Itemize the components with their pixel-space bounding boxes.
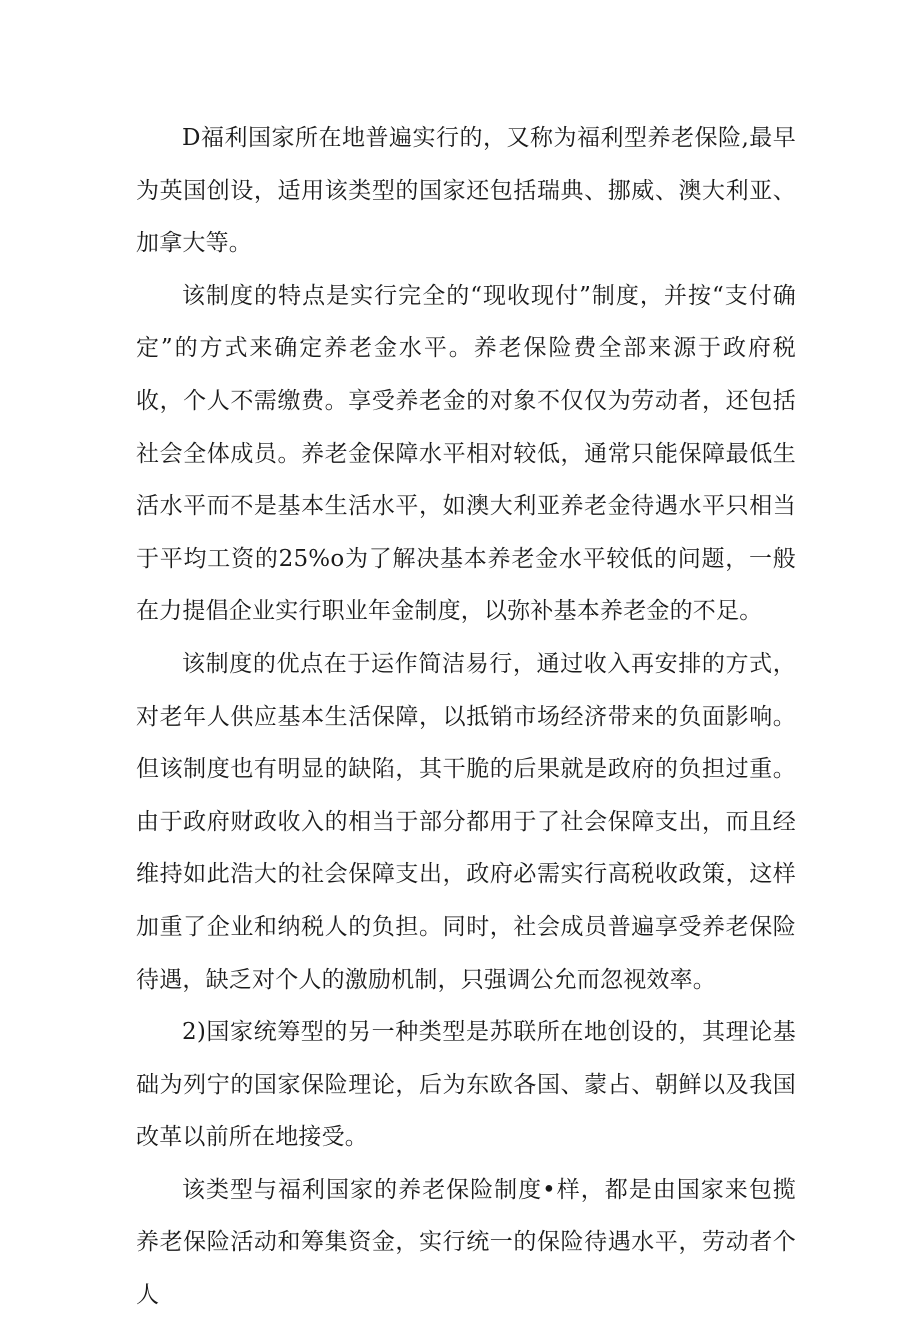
paragraph-text: 该类型与福利国家的养老保险制度•样，都是由国家来包揽养老保险活动和筹集资金，实行统一的保险待遇水平，劳动者个人 bbox=[136, 1176, 796, 1309]
paragraph-text: 该制度的优点在于运作简洁易行，通过收入再安排的方式，对老年人供应基本生活保障，以抵销市场经济带来的负面影响。但该制度也有明显的缺陷，其干脆的后果就是政府的负担过重。由于政府财政收入的相当于部分都用于了社会保障支出，而且经维持如此浩大的社会保障支出，政府必需实行高税收政策，这样加重了企业和纳税人的负担。同时，社会成员普遍享受养老保险待遇，缺乏对个人的激励机制，只强调公允而忽视效率。 bbox=[136, 650, 796, 993]
paragraph-soviet-type bbox=[136, 1006, 796, 1164]
paragraph-text: 该制度的特点是实行完全的“现收现付”制度，并按“支付确定”的方式来确定养老金水平。养老保险费全部来源于政府税收，个人不需缴费。享受养老金的对象不仅仅为劳动者，还包括社会全体成员。养老金保障水平相对较低，通常只能保障最低生活水平而不是基本生活水平，如澳大利亚养老金待遇水平只相当于平均工资的25%o为了解决基本养老金水平较低的问题，一般在力提倡企业实行职业年金制度，以弥补基本养老金的不足。 bbox=[136, 282, 796, 625]
paragraph-text: 2)国家统筹型的另一种类型是苏联所在地创设的，其理论基础为列宁的国家保险理论，后为东欧各国、蒙占、朝鲜以及我国改革以前所在地接受。 bbox=[136, 1019, 796, 1151]
paragraph-characteristics bbox=[136, 270, 796, 638]
paragraph-advantages bbox=[136, 638, 796, 1006]
paragraph-text: D福利国家所在地普遍实行的，又称为福利型养老保险,最早为英国创设，适用该类型的国家还包括瑞典、挪威、澳大利亚、加拿大等。 bbox=[136, 125, 796, 257]
paragraph-comparison bbox=[136, 1164, 796, 1322]
paragraph-welfare-type bbox=[136, 112, 796, 270]
body-text bbox=[136, 112, 796, 1322]
